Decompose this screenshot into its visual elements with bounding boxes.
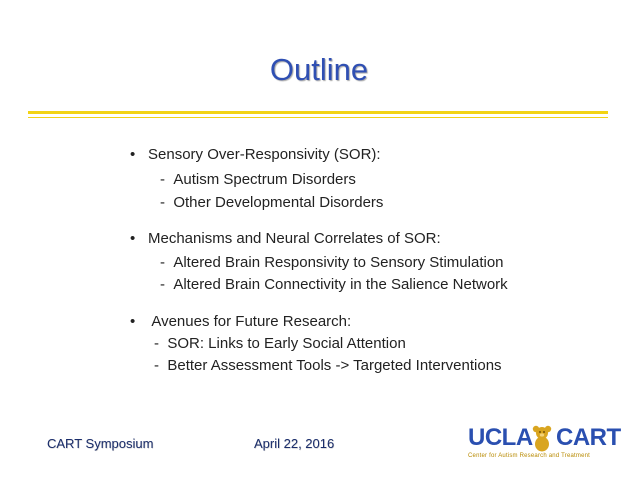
slide-title: Outline — [269, 52, 369, 87]
section-3-item-2 — [154, 357, 502, 374]
section-2-heading — [130, 230, 441, 247]
sub-marker: - — [160, 194, 165, 211]
section-3-item-1 — [154, 335, 406, 352]
section-1-item-2-text: Other Developmental Disorders — [173, 194, 384, 211]
sub-marker: - — [154, 357, 159, 374]
section-2-item-2-text: Altered Brain Connectivity in the Salience Network — [173, 276, 508, 293]
section-1-item-2 — [160, 194, 383, 211]
section-2-item-1-text: Altered Brain Responsivity to Sensory Stimulation — [173, 254, 504, 271]
section-3-heading — [130, 313, 351, 330]
footer-date: April 22, 2016 — [254, 436, 335, 451]
sub-marker: - — [160, 171, 165, 188]
bullet-marker: • — [130, 313, 136, 330]
sub-marker: - — [160, 254, 165, 271]
section-1-heading — [130, 146, 381, 163]
bullet-marker: • — [130, 230, 136, 247]
section-2-heading-text: Mechanisms and Neural Correlates of SOR: — [148, 230, 441, 247]
teddy-bear-icon — [530, 424, 554, 452]
section-2-item-1 — [160, 254, 504, 271]
section-3-heading-text: Avenues for Future Research: — [148, 313, 352, 330]
logo-tagline: Center for Autism Research and Treatment — [468, 453, 591, 459]
bullet-marker: • — [130, 146, 136, 163]
ucla-cart-logo — [468, 422, 621, 464]
logo-ucla-text: UCLA — [468, 424, 533, 451]
sub-marker: - — [160, 276, 165, 293]
footer-event: CART Symposium — [47, 436, 154, 451]
sub-marker: - — [154, 335, 159, 352]
section-1-heading-text: Sensory Over-Responsivity (SOR): — [148, 146, 381, 163]
section-1-item-1-text: Autism Spectrum Disorders — [173, 171, 356, 188]
section-3-item-1-text: SOR: Links to Early Social Attention — [167, 335, 406, 352]
section-3-item-2-text: Better Assessment Tools -> Targeted Interventions — [167, 357, 502, 374]
section-1-item-1 — [160, 171, 356, 188]
section-2-item-2 — [160, 276, 508, 293]
logo-cart-text: CART — [556, 424, 621, 451]
